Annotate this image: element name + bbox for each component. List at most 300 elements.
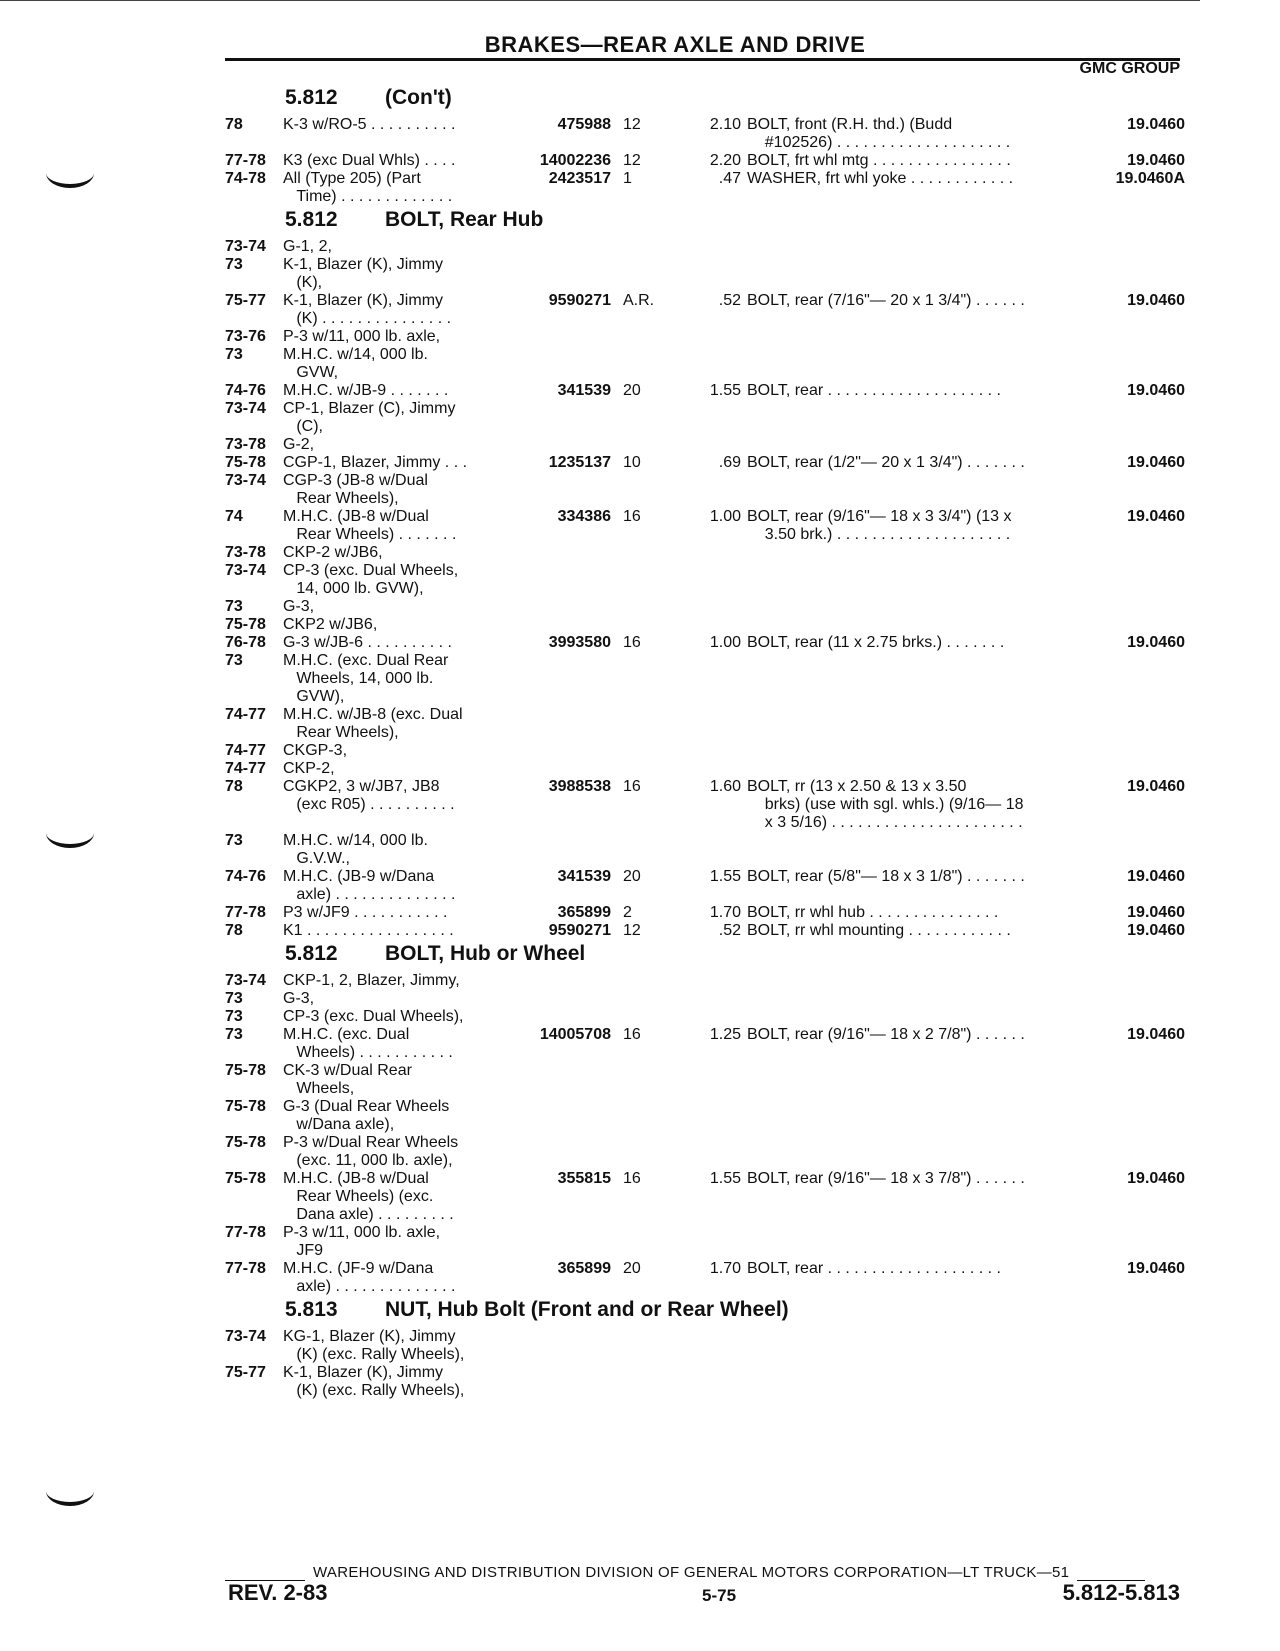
group-code: 19.0460 — [1127, 152, 1185, 169]
application: G-3, — [283, 598, 315, 615]
table-row — [225, 170, 1185, 206]
section-title: BOLT, Hub or Wheel — [385, 942, 586, 965]
application: KG-1, Blazer (K), Jimmy (K) (exc. Rally Wheels), — [283, 1328, 465, 1363]
section-heading — [225, 942, 1185, 972]
group-code — [1065, 990, 1185, 1008]
section-title: NUT, Hub Bolt (Front and or Rear Wheel) — [385, 1298, 789, 1321]
part-description — [747, 972, 1065, 990]
application: CKGP-3, — [283, 742, 348, 759]
group-code: 19.0460 — [1127, 454, 1185, 471]
application: P-3 w/Dual Rear Wheels (exc. 11, 000 lb. axle), — [283, 1134, 459, 1169]
part-number: 3993580 — [548, 634, 611, 651]
quantity — [623, 972, 657, 990]
model-years: 75-78 — [225, 1134, 266, 1151]
part-number — [501, 238, 623, 256]
quantity — [623, 1328, 657, 1364]
part-number — [501, 400, 623, 436]
table-row — [225, 436, 1185, 454]
price: 1.55 — [709, 868, 741, 885]
price: .69 — [718, 454, 741, 471]
application: K-3 w/RO-5 . . . . . . . . . . — [283, 116, 456, 133]
quantity — [623, 1062, 657, 1098]
application: K3 (exc Dual Whls) . . . . — [283, 152, 456, 169]
table-row — [225, 832, 1185, 868]
parts-listing — [225, 84, 1185, 1400]
price: 2.20 — [709, 152, 741, 169]
application: K-1, Blazer (K), Jimmy (K) . . . . . . . . . . . . . . . — [283, 292, 452, 327]
table-row — [225, 1328, 1185, 1364]
part-description — [747, 346, 1065, 382]
quantity — [623, 1134, 657, 1170]
revision-label: REV. 2-83 — [228, 1580, 328, 1605]
quantity: 12 — [623, 116, 641, 133]
part-description — [747, 436, 1065, 454]
group-code — [1065, 1098, 1185, 1134]
group-code — [1065, 972, 1185, 990]
model-years: 73-76 — [225, 328, 266, 345]
part-number — [501, 472, 623, 508]
table-row — [225, 598, 1185, 616]
part-number: 341539 — [557, 382, 611, 399]
application: CP-3 (exc. Dual Wheels), — [283, 1008, 464, 1025]
table-row — [225, 1260, 1185, 1296]
model-years: 73-74 — [225, 972, 266, 989]
model-years: 75-78 — [225, 1062, 266, 1079]
application: P-3 w/11, 000 lb. axle, — [283, 328, 441, 345]
model-years: 75-78 — [225, 454, 266, 471]
application: M.H.C. (exc. Dual Wheels) . . . . . . . . . . . — [283, 1026, 453, 1061]
application: CKP2 w/JB6, — [283, 616, 378, 633]
application: CKP-1, 2, Blazer, Jimmy, — [283, 972, 460, 989]
table-row — [225, 706, 1185, 742]
part-description — [747, 598, 1065, 616]
section-heading — [225, 1298, 1185, 1328]
model-years: 74-77 — [225, 706, 266, 723]
application: P-3 w/11, 000 lb. axle, JF9 — [283, 1224, 441, 1259]
group-code: 19.0460 — [1127, 116, 1185, 133]
model-years: 75-78 — [225, 1098, 266, 1115]
table-row — [225, 868, 1185, 904]
application: K-1, Blazer (K), Jimmy (K) (exc. Rally Wheels), — [283, 1364, 465, 1399]
group-label: GMC GROUP — [1079, 60, 1180, 77]
part-description — [747, 544, 1065, 562]
application: K-1, Blazer (K), Jimmy (K), — [283, 256, 444, 291]
application: CGP-3 (JB-8 w/Dual Rear Wheels), — [283, 472, 428, 507]
group-code: 19.0460 — [1127, 1170, 1185, 1187]
model-years: 73 — [225, 832, 243, 849]
price: 1.55 — [709, 1170, 741, 1187]
quantity — [623, 832, 657, 868]
price — [657, 652, 747, 706]
part-description — [747, 238, 1065, 256]
model-years: 73-74 — [225, 472, 266, 489]
part-description — [747, 742, 1065, 760]
part-description — [747, 1098, 1065, 1134]
table-row — [225, 454, 1185, 472]
group-code — [1065, 760, 1185, 778]
price: .52 — [718, 922, 741, 939]
price: 1.60 — [709, 778, 741, 795]
quantity: 16 — [623, 1026, 641, 1043]
price — [657, 742, 747, 760]
table-row — [225, 1134, 1185, 1170]
part-description — [747, 256, 1065, 292]
price — [657, 562, 747, 598]
group-code: 19.0460 — [1127, 904, 1185, 921]
table-row — [225, 472, 1185, 508]
section-number: 5.812 — [285, 86, 338, 109]
group-code — [1065, 472, 1185, 508]
table-row — [225, 346, 1185, 382]
application: M.H.C. (JF-9 w/Dana axle) . . . . . . . . . . . . . . — [283, 1260, 456, 1295]
group-code — [1065, 742, 1185, 760]
model-years: 73-74 — [225, 562, 266, 579]
price — [657, 328, 747, 346]
group-code: 19.0460 — [1127, 1260, 1185, 1277]
part-description: BOLT, frt whl mtg . . . . . . . . . . . . . . . . — [747, 152, 1011, 169]
group-code — [1065, 328, 1185, 346]
price — [657, 346, 747, 382]
part-number: 365899 — [557, 1260, 611, 1277]
part-description — [747, 1062, 1065, 1098]
price — [657, 544, 747, 562]
price — [657, 1098, 747, 1134]
table-row — [225, 292, 1185, 328]
part-number — [501, 1224, 623, 1260]
quantity — [623, 652, 657, 706]
part-description: WASHER, frt whl yoke . . . . . . . . . . . . — [747, 170, 1014, 187]
group-code — [1065, 256, 1185, 292]
part-number — [501, 832, 623, 868]
model-years: 74-77 — [225, 760, 266, 777]
group-code — [1065, 1062, 1185, 1098]
group-code — [1065, 562, 1185, 598]
table-row — [225, 652, 1185, 706]
part-number — [501, 1008, 623, 1026]
application: M.H.C. (exc. Dual Rear Wheels, 14, 000 lb. GVW), — [283, 652, 449, 705]
model-years: 78 — [225, 116, 243, 133]
application: All (Type 205) (Part Time) . . . . . . . . . . . . . — [283, 170, 453, 205]
part-number — [501, 652, 623, 706]
table-row — [225, 1008, 1185, 1026]
group-code: 19.0460 — [1127, 634, 1185, 651]
price — [657, 1364, 747, 1400]
application: M.H.C. (JB-8 w/Dual Rear Wheels) . . . . . . . — [283, 508, 457, 543]
model-years: 73 — [225, 1026, 243, 1043]
part-description — [747, 1328, 1065, 1364]
quantity: 20 — [623, 1260, 641, 1277]
quantity — [623, 598, 657, 616]
part-description — [747, 990, 1065, 1008]
price — [657, 472, 747, 508]
part-description — [747, 760, 1065, 778]
quantity — [623, 328, 657, 346]
model-years: 73-78 — [225, 544, 266, 561]
part-number: 9590271 — [548, 292, 611, 309]
quantity — [623, 616, 657, 634]
model-years: 78 — [225, 778, 243, 795]
quantity — [623, 238, 657, 256]
quantity: 20 — [623, 868, 641, 885]
part-description — [747, 832, 1065, 868]
group-code — [1065, 400, 1185, 436]
price — [657, 706, 747, 742]
group-code — [1065, 238, 1185, 256]
top-edge-line — [0, 0, 1200, 1]
section-title: BOLT, Rear Hub — [385, 208, 544, 231]
model-years: 73 — [225, 1008, 243, 1025]
part-description — [747, 1364, 1065, 1400]
model-years: 73-74 — [225, 238, 266, 255]
part-description — [747, 652, 1065, 706]
quantity — [623, 1098, 657, 1134]
part-number — [501, 742, 623, 760]
application: M.H.C. w/JB-9 . . . . . . . — [283, 382, 449, 399]
group-code — [1065, 1008, 1185, 1026]
group-code — [1065, 544, 1185, 562]
binder-hole-mark — [46, 1476, 94, 1506]
price: 1.55 — [709, 382, 741, 399]
part-description — [747, 706, 1065, 742]
table-row — [225, 256, 1185, 292]
page-number: 5-75 — [702, 1586, 737, 1605]
quantity: 1 — [623, 170, 632, 187]
quantity — [623, 256, 657, 292]
quantity: A.R. — [623, 292, 655, 309]
section-range: 5.812-5.813 — [1062, 1580, 1180, 1605]
model-years: 77-78 — [225, 152, 266, 169]
part-description: BOLT, rear (9/16"— 18 x 3 3/4") (13 x 3.50 brk.) . . . . . . . . . . . . . . . . . . . . — [747, 508, 1012, 543]
quantity — [623, 742, 657, 760]
part-description: BOLT, rr whl mounting . . . . . . . . . . . . — [747, 922, 1011, 939]
section-number: 5.812 — [285, 942, 338, 965]
table-row — [225, 544, 1185, 562]
group-code — [1065, 832, 1185, 868]
table-row — [225, 116, 1185, 152]
table-row — [225, 990, 1185, 1008]
model-years: 76-78 — [225, 634, 266, 651]
group-code: 19.0460 — [1127, 922, 1185, 939]
price — [657, 760, 747, 778]
model-years: 73 — [225, 346, 243, 363]
part-number — [501, 760, 623, 778]
application: P3 w/JF9 . . . . . . . . . . . — [283, 904, 448, 921]
application: CP-3 (exc. Dual Wheels, 14, 000 lb. GVW), — [283, 562, 459, 597]
price: 1.00 — [709, 508, 741, 525]
section-number: 5.813 — [285, 1298, 338, 1321]
part-number — [501, 1098, 623, 1134]
model-years: 73-78 — [225, 436, 266, 453]
group-code: 19.0460 — [1127, 382, 1185, 399]
model-years: 73 — [225, 652, 243, 669]
quantity: 16 — [623, 1170, 641, 1187]
part-number — [501, 256, 623, 292]
part-description: BOLT, rear . . . . . . . . . . . . . . . . . . . . — [747, 1260, 1001, 1277]
part-number: 334386 — [557, 508, 611, 525]
part-number — [501, 346, 623, 382]
part-description — [747, 616, 1065, 634]
model-years: 75-77 — [225, 1364, 266, 1381]
quantity — [623, 706, 657, 742]
page-title: BRAKES—REAR AXLE AND DRIVE — [484, 32, 866, 57]
part-description: BOLT, front (R.H. thd.) (Budd #102526) . . . . . . . . . . . . . . . . . . . . — [747, 116, 1011, 151]
header-rule — [225, 58, 1180, 61]
part-number — [501, 1062, 623, 1098]
part-number: 475988 — [557, 116, 611, 133]
application: K1 . . . . . . . . . . . . . . . . . — [283, 922, 454, 939]
group-code — [1065, 1328, 1185, 1364]
part-description — [747, 562, 1065, 598]
price — [657, 598, 747, 616]
part-number — [501, 436, 623, 454]
application: M.H.C. (JB-9 w/Dana axle) . . . . . . . . . . . . . . — [283, 868, 456, 903]
part-number — [501, 972, 623, 990]
model-years: 77-78 — [225, 1260, 266, 1277]
part-description: BOLT, rear . . . . . . . . . . . . . . . . . . . . — [747, 382, 1001, 399]
price — [657, 238, 747, 256]
part-description: BOLT, rear (9/16"— 18 x 3 7/8") . . . . . . — [747, 1170, 1025, 1187]
application: CGKP2, 3 w/JB7, JB8 (exc R05) . . . . . . . . . . — [283, 778, 455, 813]
quantity: 16 — [623, 634, 641, 651]
application: CP-1, Blazer (C), Jimmy (C), — [283, 400, 456, 435]
part-description — [747, 1224, 1065, 1260]
group-code: 19.0460 — [1127, 508, 1185, 525]
application: CKP-2 w/JB6, — [283, 544, 383, 561]
group-code — [1065, 652, 1185, 706]
table-row — [225, 1026, 1185, 1062]
table-row — [225, 238, 1185, 256]
part-description: BOLT, rear (1/2"— 20 x 1 3/4") . . . . . . . — [747, 454, 1025, 471]
application: CGP-1, Blazer, Jimmy . . . — [283, 454, 468, 471]
part-description — [747, 472, 1065, 508]
part-number: 2423517 — [548, 170, 611, 187]
price — [657, 1134, 747, 1170]
table-row — [225, 972, 1185, 990]
quantity: 12 — [623, 922, 641, 939]
group-code: 19.0460 — [1127, 292, 1185, 309]
part-number: 14002236 — [539, 152, 611, 169]
quantity — [623, 400, 657, 436]
quantity — [623, 760, 657, 778]
model-years: 75-78 — [225, 1170, 266, 1187]
quantity: 20 — [623, 382, 641, 399]
price — [657, 256, 747, 292]
price — [657, 832, 747, 868]
group-code: 19.0460A — [1115, 170, 1185, 187]
price — [657, 1328, 747, 1364]
section-heading — [225, 86, 1185, 116]
part-number — [501, 990, 623, 1008]
part-number: 1235137 — [548, 454, 611, 471]
table-row — [225, 1224, 1185, 1260]
quantity — [623, 990, 657, 1008]
part-number — [501, 1364, 623, 1400]
price: 1.00 — [709, 634, 741, 651]
table-row — [225, 616, 1185, 634]
price: .52 — [718, 292, 741, 309]
model-years: 73-74 — [225, 400, 266, 417]
model-years: 74-77 — [225, 742, 266, 759]
price — [657, 1008, 747, 1026]
group-code — [1065, 1364, 1185, 1400]
part-number — [501, 562, 623, 598]
application: CK-3 w/Dual Rear Wheels, — [283, 1062, 412, 1097]
quantity: 16 — [623, 508, 641, 525]
quantity: 12 — [623, 152, 641, 169]
part-description — [747, 1134, 1065, 1170]
part-description: BOLT, rr (13 x 2.50 & 13 x 3.50 brks) (use with sgl. whls.) (9/16— 18 x 3 5/16) . . . . . . . . . . . . . . . . . . . . . . — [747, 778, 1024, 831]
table-row — [225, 742, 1185, 760]
table-row — [225, 760, 1185, 778]
model-years: 73 — [225, 598, 243, 615]
table-row — [225, 634, 1185, 652]
table-row — [225, 1062, 1185, 1098]
table-row — [225, 400, 1185, 436]
part-number: 9590271 — [548, 922, 611, 939]
part-description: BOLT, rear (11 x 2.75 brks.) . . . . . . . — [747, 634, 1005, 651]
application: G-1, 2, — [283, 238, 332, 255]
model-years: 74-76 — [225, 382, 266, 399]
price: .47 — [718, 170, 741, 187]
price — [657, 616, 747, 634]
table-row — [225, 508, 1185, 544]
model-years: 75-78 — [225, 616, 266, 633]
table-row — [225, 562, 1185, 598]
table-row — [225, 152, 1185, 170]
part-description: BOLT, rear (9/16"— 18 x 2 7/8") . . . . . . — [747, 1026, 1025, 1043]
model-years: 74-78 — [225, 170, 266, 187]
model-years: 73-74 — [225, 1328, 266, 1345]
model-years: 75-77 — [225, 292, 266, 309]
part-number: 14005708 — [539, 1026, 611, 1043]
footer — [225, 1564, 1180, 1581]
quantity — [623, 472, 657, 508]
table-row — [225, 382, 1185, 400]
price — [657, 1062, 747, 1098]
part-number — [501, 616, 623, 634]
table-row — [225, 904, 1185, 922]
section-heading — [225, 208, 1185, 238]
quantity — [623, 436, 657, 454]
application: G-3, — [283, 990, 315, 1007]
price — [657, 990, 747, 1008]
quantity — [623, 562, 657, 598]
model-years: 73 — [225, 990, 243, 1007]
price: 1.25 — [709, 1026, 741, 1043]
quantity — [623, 1224, 657, 1260]
footer-text: WAREHOUSING AND DISTRIBUTION DIVISION OF GENERAL MOTORS CORPORATION—LT TRUCK—51 — [313, 1564, 1070, 1581]
quantity — [623, 1008, 657, 1026]
part-number: 355815 — [557, 1170, 611, 1187]
table-row — [225, 1364, 1185, 1400]
price — [657, 400, 747, 436]
quantity: 10 — [623, 454, 641, 471]
model-years: 77-78 — [225, 904, 266, 921]
table-row — [225, 778, 1185, 832]
application: M.H.C. w/14, 000 lb. GVW, — [283, 346, 428, 381]
part-number — [501, 1328, 623, 1364]
group-code — [1065, 1224, 1185, 1260]
part-number — [501, 544, 623, 562]
application: G-3 w/JB-6 . . . . . . . . . . — [283, 634, 452, 651]
section-title: (Con't) — [385, 86, 452, 109]
table-row — [225, 922, 1185, 940]
price — [657, 436, 747, 454]
group-code: 19.0460 — [1127, 1026, 1185, 1043]
quantity — [623, 346, 657, 382]
price: 2.10 — [709, 116, 741, 133]
table-row — [225, 1098, 1185, 1134]
